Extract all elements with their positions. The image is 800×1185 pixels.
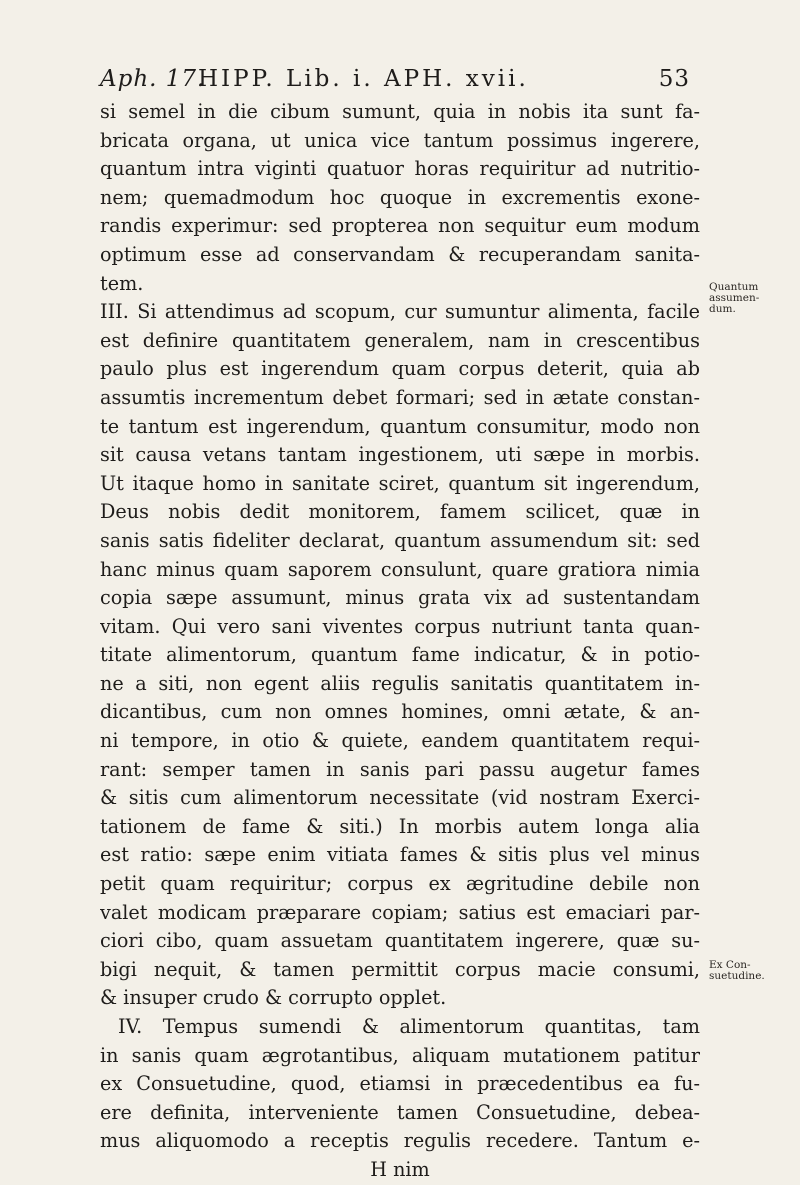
- text-line: ciori cibo, quam assuetam quantitatem ingerere, quæ su-: [100, 929, 700, 953]
- text-line: nem; quemadmodum hoc quoque in excrementis exone-: [100, 185, 700, 209]
- text-line: bigi nequit, & tamen permittit corpus macie consumi,: [100, 957, 700, 981]
- text-line: est ratio: sæpe enim vitiata fames & sitis plus vel minus: [100, 843, 700, 867]
- text-line: ex Consuetudine, quod, etiamsi in præcedentibus ea fu-: [100, 1072, 700, 1096]
- text-line: hanc minus quam saporem consulunt, quare gratiora nimia: [100, 557, 700, 581]
- text-line: rant: semper tamen in sanis pari passu augetur fames: [100, 757, 700, 781]
- text-line: titate alimentorum, quantum fame indicatur, & in potio-: [100, 643, 700, 667]
- text-line: valet modicam præparare copiam; satius est emaciari par-: [100, 900, 700, 924]
- text-line: bricata organa, ut unica vice tantum possimus ingerere,: [100, 128, 700, 152]
- text-line: ere definita, interveniente tamen Consuetudine, debea-: [100, 1100, 700, 1124]
- text-line: in sanis quam ægrotantibus, aliquam mutationem patitur: [100, 1043, 700, 1067]
- text-line: vitam. Qui vero sani viventes corpus nutriunt tanta quan-: [100, 614, 700, 638]
- text-line: te tantum est ingerendum, quantum consumitur, modo non: [100, 414, 700, 438]
- catchword-line: H nim: [370, 1157, 430, 1181]
- text-line: assumtis incrementum debet formari; sed in ætate constan-: [100, 385, 700, 409]
- text-line: ni tempore, in otio & quiete, eandem quantitatem requi-: [100, 729, 700, 753]
- text-line: dicantibus, cum non omnes homines, omni ætate, & an-: [100, 700, 700, 724]
- text-line: mus aliquomodo a receptis regulis recedere. Tantum e-: [100, 1129, 700, 1153]
- margin-note-quantity: Quantum assumen-dum.: [709, 281, 760, 315]
- text-line: Deus nobis dedit monitorem, famem scilicet, quæ in: [100, 500, 700, 524]
- text-line: sanis satis fideliter declarat, quantum assumendum sit: sed: [100, 528, 700, 552]
- text-line: est definire quantitatem generalem, nam in crescentibus: [100, 328, 700, 352]
- text-line: ne a siti, non egent aliis regulis sanitatis quantitatem in-: [100, 671, 700, 695]
- text-line: & insuper crudo & corrupto opplet.: [100, 986, 447, 1010]
- main-text-block: [100, 98, 700, 1185]
- margin-note-custom: Ex Con-suetudine.: [709, 959, 765, 982]
- text-line: III. Si attendimus ad scopum, cur sumuntur alimenta, facile: [100, 300, 700, 324]
- page-number: 53: [658, 66, 690, 92]
- running-header: [100, 66, 690, 96]
- text-line: IV. Tempus sumendi & alimentorum quantitas, tam: [118, 1015, 700, 1038]
- text-line: randis experimur: sed propterea non sequitur eum modum: [100, 214, 700, 238]
- text-line: copia sæpe assumunt, minus grata vix ad sustentandam: [100, 586, 700, 610]
- text-line: & sitis cum alimentorum necessitate (vid nostram Exerci-: [100, 786, 700, 810]
- text-line: quantum intra viginti quatuor horas requiritur ad nutritio-: [100, 157, 700, 181]
- text-line: si semel in die cibum sumunt, quia in nobis ita sunt fa-: [100, 100, 700, 123]
- text-line: tationem de fame & siti.) In morbis autem longa alia: [100, 814, 700, 838]
- text-line: optimum esse ad conservandam & recuperandam sanita-: [100, 242, 700, 266]
- text-line: paulo plus est ingerendum quam corpus deterit, quia ab: [100, 357, 700, 381]
- aphorism-reference: Aph. 17.: [100, 66, 206, 92]
- text-line: sit causa vetans tantam ingestionem, uti sæpe in morbis.: [100, 443, 700, 467]
- text-line: petit quam requiritur; corpus ex ægritudine debile non: [100, 872, 700, 896]
- text-line: Ut itaque homo in sanitate sciret, quantum sit ingerendum,: [100, 471, 700, 495]
- text-line: tem.: [100, 271, 144, 295]
- running-title: HIPP. Lib. i. APH. xvii.: [198, 66, 529, 92]
